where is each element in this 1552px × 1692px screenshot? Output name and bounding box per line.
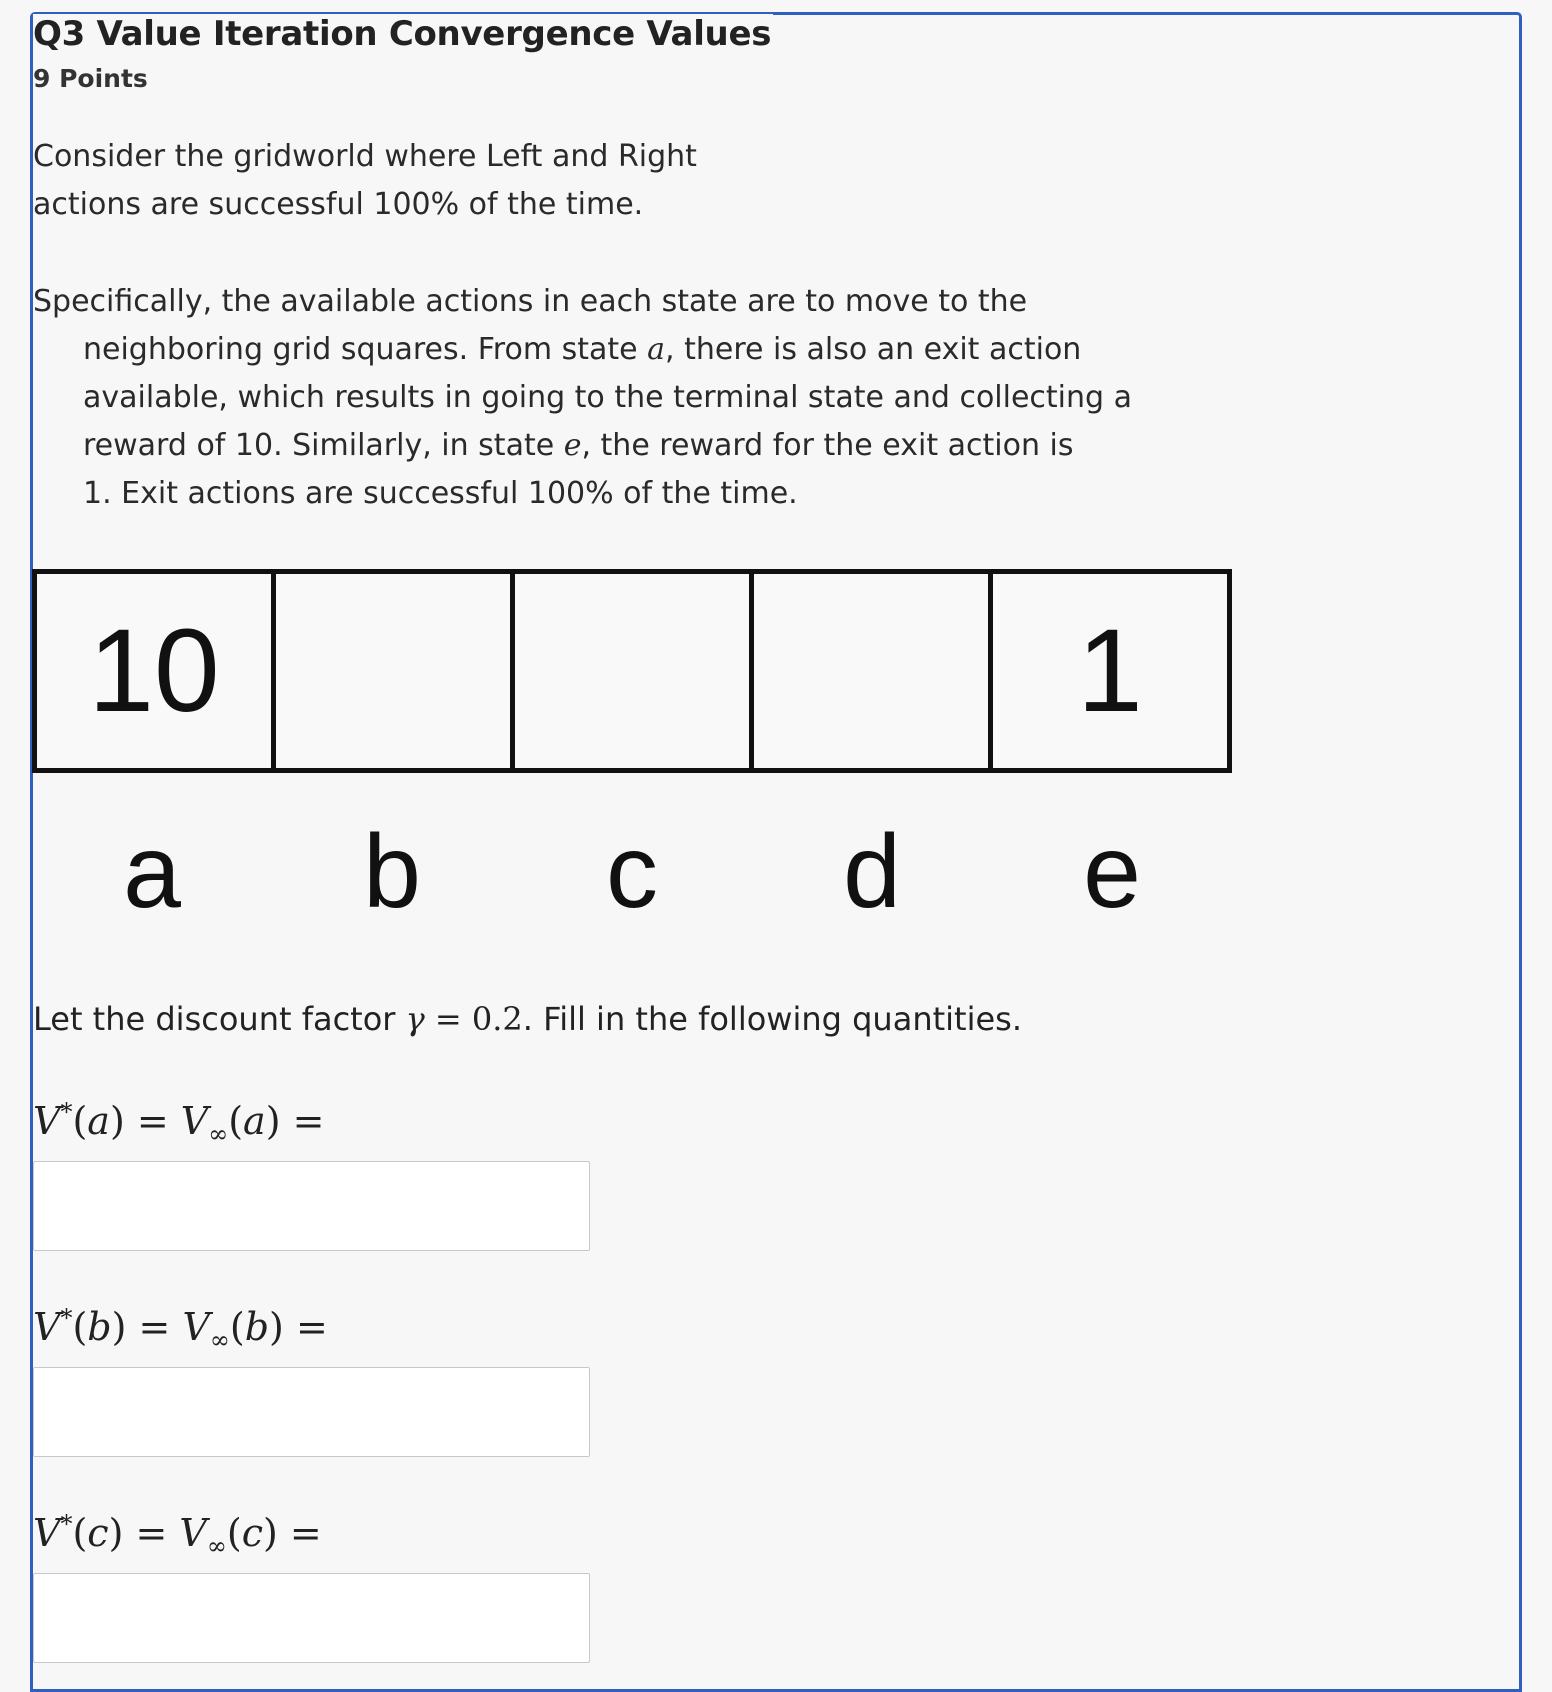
spec-line-3: available, which results in going to the terminal state and collecting a: [83, 380, 1132, 415]
value-label-b: $V^*(b) = V_\infty(b)$ =: [33, 1304, 328, 1354]
state-label-d: d: [843, 814, 901, 930]
state-labels: [32, 814, 1232, 930]
gamma-symbol: γ: [405, 1000, 425, 1038]
value-label-a: $V^*(a) = V_\infty(a)$ =: [33, 1098, 325, 1148]
intro-paragraph: [33, 133, 697, 229]
grid-cell-c: [515, 574, 754, 768]
state-label-e: e: [1083, 814, 1141, 930]
question-points: 9 Points: [33, 64, 148, 93]
grid-cell-d: [754, 574, 993, 768]
discount-instruction: Let the discount factor γ = 0.2. Fill in the following quantities.: [33, 1000, 1022, 1038]
spec-line-1: Specifically, the available actions in each state are to move to the: [33, 284, 1028, 319]
grid-cell-e: [993, 574, 1227, 768]
spec-paragraph: [33, 278, 1132, 518]
gamma-value: 0.2: [471, 1000, 523, 1038]
intro-line-2: actions are successful 100% of the time.: [33, 187, 644, 222]
spec-line-4: reward of 10. Similarly, in state e, the reward for the exit action is: [83, 428, 1074, 463]
state-var-e: e: [563, 428, 582, 463]
state-var-a: a: [647, 332, 666, 367]
grid-cell-reward-e: 1: [1077, 605, 1143, 737]
intro-line-1: Consider the gridworld where Left and Right: [33, 139, 697, 174]
spec-line-2: neighboring grid squares. From state a, there is also an exit action: [83, 332, 1082, 367]
state-label-a: a: [123, 814, 181, 930]
value-label-c: $V^*(c) = V_\infty(c)$ =: [33, 1510, 322, 1560]
grid-cell-b: [276, 574, 515, 768]
answer-input-a[interactable]: [33, 1161, 590, 1251]
state-label-c: c: [606, 814, 658, 930]
state-label-b: b: [363, 814, 421, 930]
question-title: Q3 Value Iteration Convergence Values: [33, 14, 772, 54]
gridworld-grid: [32, 569, 1232, 773]
grid-cell-a: [37, 574, 276, 768]
answer-input-c[interactable]: [33, 1573, 590, 1663]
spec-line-5: 1. Exit actions are successful 100% of the time.: [83, 476, 798, 511]
answer-input-b[interactable]: [33, 1367, 590, 1457]
grid-cell-reward-a: 10: [88, 605, 220, 737]
